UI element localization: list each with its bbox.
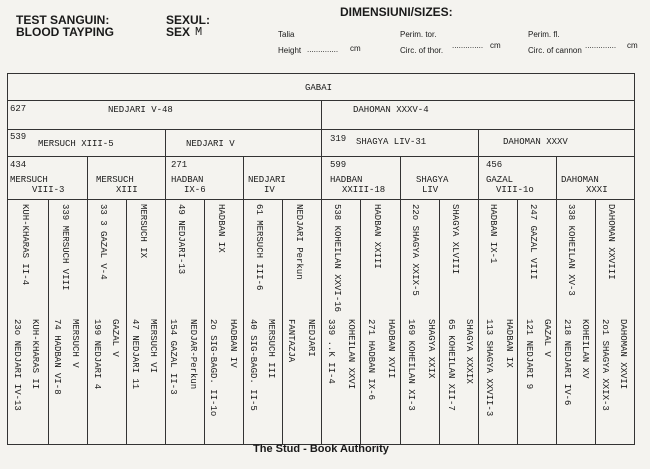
g6-10: NEDJAR-Perkun (188, 319, 198, 390)
g4-4-name2: XXIII-18 (342, 185, 386, 195)
g6-18: KOHEILAN XXVI (346, 319, 356, 390)
g4-4-num: 599 (330, 160, 347, 170)
g4-2-name2: IX-6 (184, 185, 206, 195)
g6-28: GAZAL V (542, 319, 552, 357)
g4-6-name2: VIII-1o (496, 185, 534, 195)
g5-10: 22o SHAGYA XXIX-5 (410, 204, 420, 296)
height-cm: cm (350, 44, 361, 53)
g6-12: HADBAN IV (228, 319, 238, 368)
g6-1: KUH-KHARAS II (30, 319, 40, 390)
g4-0-name2: VIII-3 (32, 185, 65, 195)
g5-11: SHAGYA XLVIII (450, 204, 460, 275)
sire-name: GABAI (305, 83, 333, 93)
thor-blank: .............. (452, 41, 484, 50)
g6-7: MERSUCH VI (148, 319, 158, 374)
g3-2-num: 319 (330, 134, 347, 144)
g6-27: 121 NEDJARI 9 (524, 319, 534, 390)
g6-30: KOHEILAN XV (580, 319, 590, 379)
g4-2-num: 271 (171, 160, 188, 170)
g3-0-name: MERSUCH XIII-5 (38, 139, 114, 149)
circ-thor-label: Circ. of thor. (400, 46, 444, 55)
blood-typing-label-ro: TEST SANGUIN: (16, 13, 110, 27)
sex-value: M (195, 25, 203, 39)
g5-8: 538 KOHEILAN XXVI-16 (332, 204, 342, 313)
g4-5-name2: LIV (422, 185, 439, 195)
g6-13: 40 SIG-BAGD. II-5 (248, 319, 258, 411)
g6-20: HADBAN XVII (386, 319, 396, 379)
g4-1-name2: XIII (116, 185, 138, 195)
g5-12: HADBAN IX-1 (488, 204, 498, 264)
g6-26: HADBAN IX (504, 319, 514, 368)
g6-24: SHAGYA XXXIX (464, 319, 474, 384)
cannon-blank: .............. (585, 41, 617, 50)
g5-14: 338 KOHEILAN XV-3 (566, 204, 576, 296)
height-label: Height (278, 46, 302, 55)
g6-14: MERSUCH III (266, 319, 276, 379)
g3-1-name: NEDJARI V (186, 139, 235, 149)
g6-3: MERSUCH V (70, 319, 80, 368)
g5-6: 61 MERSUCH III-6 (254, 204, 264, 291)
g2-0-num: 627 (10, 104, 27, 114)
g5-0: KUH-KHARAS II-4 (20, 204, 30, 286)
g6-16: NEDJARI (306, 319, 316, 357)
g5-5: HADBAN IX (216, 204, 226, 253)
g4-3-name1: NEDJARI (248, 175, 286, 185)
g4-0-name1: MERSUCH (10, 175, 48, 185)
g2-0-name: NEDJARI V-48 (108, 105, 173, 115)
g3-3-name: DAHOMAN XXXV (503, 137, 568, 147)
g4-5-name1: SHAGYA (416, 175, 449, 185)
perim-fl-label: Perim. fl. (528, 30, 560, 39)
perim-tor-label: Perim. tor. (400, 30, 437, 39)
circ-cannon-label: Circ. of cannon (528, 46, 582, 55)
g6-21: 169 KOHEILAN XI-3 (406, 319, 416, 411)
g5-3: MERSUCH IX (138, 204, 148, 259)
g6-23: 65 KOHEILAN XII-7 (446, 319, 456, 411)
g6-29: 218 NEDJARI IV-6 (562, 319, 572, 406)
g2-1-name: DAHOMAN XXXV-4 (353, 105, 429, 115)
g5-9: HADBAN XXIII (372, 204, 382, 269)
g4-7-name2: XXXI (586, 185, 608, 195)
g6-19: 271 HADBAN IX-6 (366, 319, 376, 401)
g5-15: DAHOMAN XXVIII (606, 204, 616, 280)
g6-11: 2o SIG-BAGD. II-1o (208, 319, 218, 417)
dimensions-title: DIMENSIUNI/SIZES: (340, 5, 453, 19)
g4-7-name1: DAHOMAN (561, 175, 599, 185)
g6-9: 154 GAZAL II-3 (168, 319, 178, 395)
g6-6: 47 NEDJARI 11 (130, 319, 140, 390)
g6-5: GAZAL V (110, 319, 120, 357)
g3-0-num: 539 (10, 132, 27, 142)
g6-15: FANTAZJA (286, 319, 296, 363)
g5-13: 247 GAZAL VIII (528, 204, 538, 280)
g6-17: 339 ..K II-4 (326, 319, 336, 384)
cannon-cm: cm (627, 41, 638, 50)
g4-4-name1: HADBAN (330, 175, 363, 185)
g6-22: SHAGYA XXIX (426, 319, 436, 379)
g6-4: 199 NEDJARI 4 (92, 319, 102, 390)
g4-6-name1: GAZAL (486, 175, 514, 185)
stud-book-authority: The Stud - Book Authority (253, 443, 389, 455)
g4-3-name2: IV (264, 185, 275, 195)
g5-4: 49 NEDJARI-13 (176, 204, 186, 275)
pedigree-table (7, 73, 635, 445)
thor-cm: cm (490, 41, 501, 50)
g4-1-name1: MERSUCH (96, 175, 134, 185)
g4-2-name1: HADBAN (171, 175, 204, 185)
sex-label-ro: SEXUL: (166, 13, 211, 27)
g5-2: 33 3 GAZAL V-4 (98, 204, 108, 280)
height-blank: .............. (307, 45, 339, 54)
g5-7: NEDJARI Perkun (294, 204, 304, 280)
g4-0-num: 434 (10, 160, 27, 170)
g6-2: 74 HADBAN VI-8 (52, 319, 62, 395)
sex-label-en: SEX (166, 25, 191, 39)
g4-6-num: 456 (486, 160, 503, 170)
g6-0: 23o NEDJARI IV-13 (12, 319, 22, 411)
talia-label: Talia (278, 30, 295, 39)
g6-31: 2o1 SHAGYA XXIX-3 (600, 319, 610, 411)
blood-typing-label-en: BLOOD TAYPING (16, 25, 115, 39)
g5-1: 339 MERSUCH VIII (60, 204, 70, 291)
g3-2-name: SHAGYA LIV-31 (356, 137, 427, 147)
g6-32: DAHOMAN XXVII (618, 319, 628, 390)
g6-25: 113 SHAGYA XXVII-3 (484, 319, 494, 417)
